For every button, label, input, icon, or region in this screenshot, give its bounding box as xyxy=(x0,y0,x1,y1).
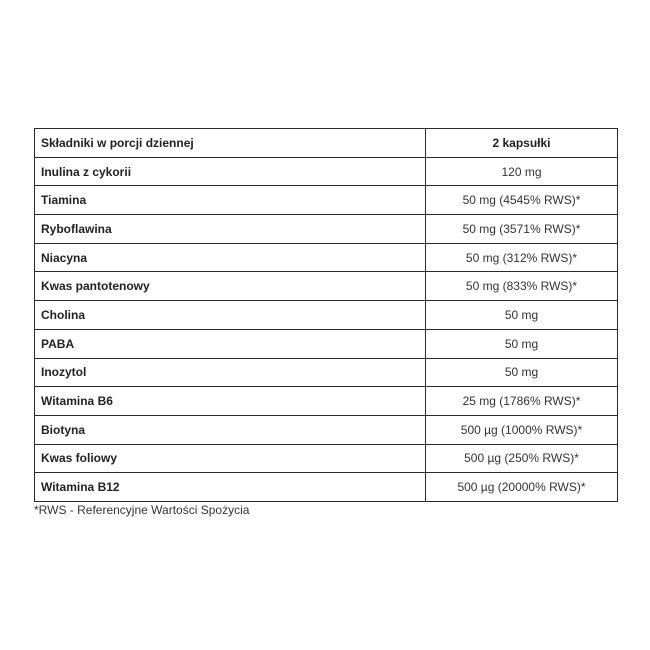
ingredient-amount: 500 µg (250% RWS)* xyxy=(426,444,618,473)
table-row xyxy=(35,243,618,272)
ingredient-name: Inozytol xyxy=(35,358,426,387)
ingredient-amount: 50 mg (312% RWS)* xyxy=(426,243,618,272)
ingredient-amount: 50 mg (3571% RWS)* xyxy=(426,215,618,244)
table-row xyxy=(35,215,618,244)
ingredient-name: Biotyna xyxy=(35,415,426,444)
ingredient-amount: 25 mg (1786% RWS)* xyxy=(426,387,618,416)
nutrition-table xyxy=(34,128,618,502)
ingredient-name: Niacyna xyxy=(35,243,426,272)
ingredient-amount: 120 mg xyxy=(426,157,618,186)
ingredient-name: PABA xyxy=(35,329,426,358)
header-ingredient: Składniki w porcji dziennej xyxy=(35,129,426,158)
ingredient-name: Kwas foliowy xyxy=(35,444,426,473)
ingredient-amount: 500 µg (1000% RWS)* xyxy=(426,415,618,444)
ingredient-amount: 50 mg xyxy=(426,301,618,330)
table-row xyxy=(35,272,618,301)
table-row xyxy=(35,358,618,387)
ingredient-amount: 50 mg (833% RWS)* xyxy=(426,272,618,301)
ingredient-amount: 50 mg xyxy=(426,329,618,358)
table-row xyxy=(35,387,618,416)
table-row xyxy=(35,473,618,502)
table-row xyxy=(35,415,618,444)
ingredient-name: Witamina B6 xyxy=(35,387,426,416)
table-row xyxy=(35,444,618,473)
table-row xyxy=(35,301,618,330)
table-row xyxy=(35,157,618,186)
table-row xyxy=(35,329,618,358)
ingredient-name: Tiamina xyxy=(35,186,426,215)
ingredient-name: Ryboflawina xyxy=(35,215,426,244)
ingredient-name: Kwas pantotenowy xyxy=(35,272,426,301)
header-amount: 2 kapsułki xyxy=(426,129,618,158)
rws-footnote: *RWS - Referencyjne Wartości Spożycia xyxy=(34,503,250,517)
ingredient-amount: 50 mg xyxy=(426,358,618,387)
ingredient-name: Cholina xyxy=(35,301,426,330)
nutrition-table-container xyxy=(34,128,617,502)
table-header-row xyxy=(35,129,618,158)
ingredient-name: Inulina z cykorii xyxy=(35,157,426,186)
table-row xyxy=(35,186,618,215)
ingredient-amount: 500 µg (20000% RWS)* xyxy=(426,473,618,502)
ingredient-name: Witamina B12 xyxy=(35,473,426,502)
ingredient-amount: 50 mg (4545% RWS)* xyxy=(426,186,618,215)
